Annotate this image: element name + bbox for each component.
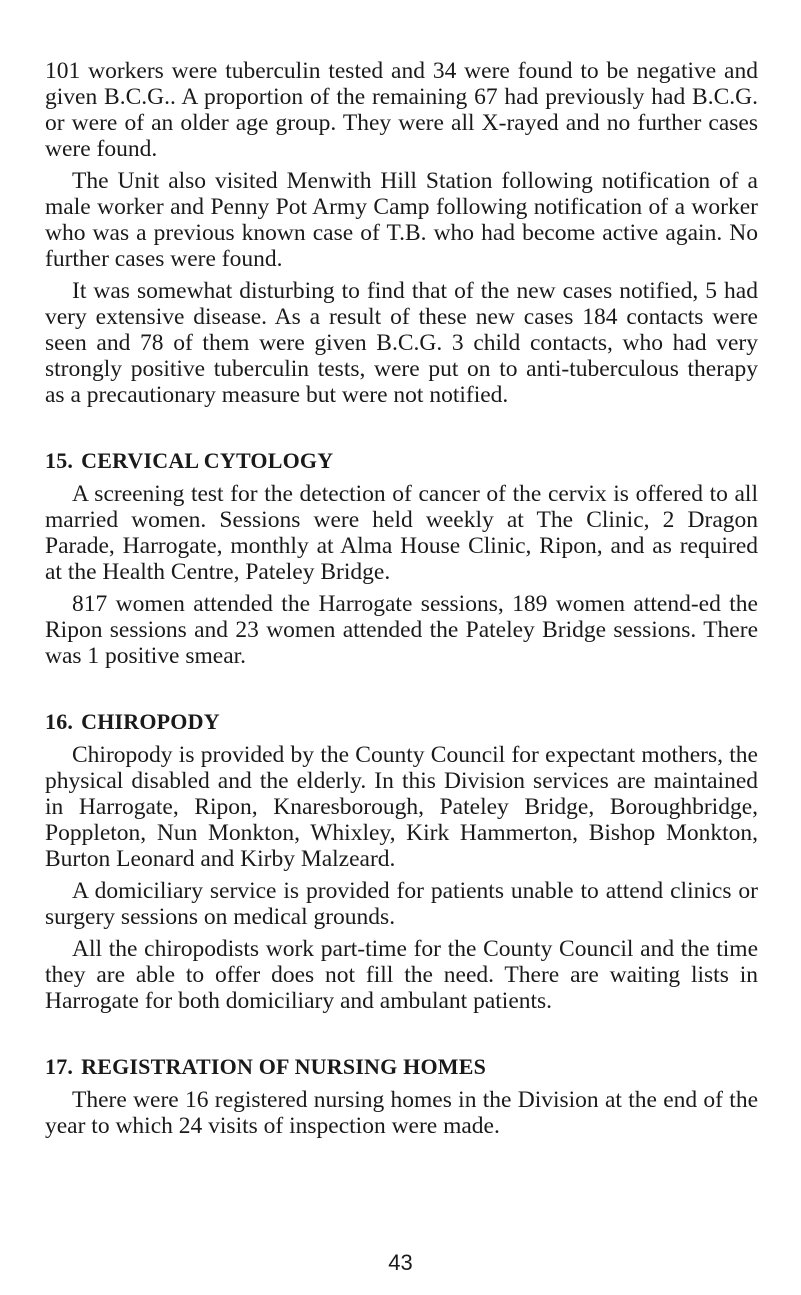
chiropody-paragraph-3: All the chiropodists work part-time for the County Council and the time they are able to offer does not fill the need. There are waiting lists in Harrogate for both domiciliary and ambulant patients. <box>45 936 758 1014</box>
section-heading-nursing-homes <box>45 1054 758 1080</box>
page-number: 43 <box>388 1250 413 1275</box>
section-number: 16. <box>45 709 74 734</box>
section-number: 17. <box>45 1054 74 1079</box>
intro-paragraph-3: It was somewhat disturbing to find that of the new cases notified, 5 had very extensive disease. As a result of these new cases 184 contacts were seen and 78 of them were given B.C.G. 3 child contacts, who had very strongly positive tuberculin tests, were put on to anti-tuberculous therapy as a precautionary measure but were not notified. <box>45 278 758 408</box>
section-title: CHIROPODY <box>81 709 220 734</box>
section-number: 15. <box>45 448 74 473</box>
chiropody-paragraph-1: Chiropody is provided by the County Council for expectant mothers, the physical disabled and the elderly. In this Division services are maintained in Harrogate, Ripon, Knaresborough, Pateley Bridge, Boroughbridge, Poppleton, Nun Monkton, Whixley, Kirk Hammerton, Bishop Monkton, Burton Leonard and Kirby Malzeard. <box>45 742 758 872</box>
cytology-paragraph-1: A screening test for the detection of cancer of the cervix is offered to all married women. Sessions were held weekly at The Clinic, 2 Dragon Parade, Harrogate, monthly at Alma House Clinic, Ripon, and as required at the Health Centre, Pateley Bridge. <box>45 481 758 585</box>
chiropody-paragraph-2: A domiciliary service is provided for patients unable to attend clinics or surgery sessions on medical grounds. <box>45 878 758 930</box>
document-page <box>45 58 758 1145</box>
intro-paragraph-1: 101 workers were tuberculin tested and 34 were found to be negative and given B.C.G.. A proportion of the remaining 67 had previously had B.C.G. or were of an older age group. They were all X-rayed and no further cases were found. <box>45 58 758 162</box>
section-title: REGISTRATION OF NURSING HOMES <box>81 1054 487 1079</box>
section-heading-cervical-cytology <box>45 448 758 474</box>
section-heading-chiropody <box>45 709 758 735</box>
section-title: CERVICAL CYTOLOGY <box>81 448 334 473</box>
nursing-homes-paragraph-1: There were 16 registered nursing homes in the Division at the end of the year to which 24 visits of inspection were made. <box>45 1087 758 1139</box>
intro-paragraph-2: The Unit also visited Menwith Hill Station following notification of a male worker and Penny Pot Army Camp following notification of a worker who was a previous known case of T.B. who had become active again. No further cases were found. <box>45 168 758 272</box>
cytology-paragraph-2: 817 women attended the Harrogate sessions, 189 women attend-ed the Ripon sessions and 23 women attended the Pateley Bridge sessions. There was 1 positive smear. <box>45 591 758 669</box>
